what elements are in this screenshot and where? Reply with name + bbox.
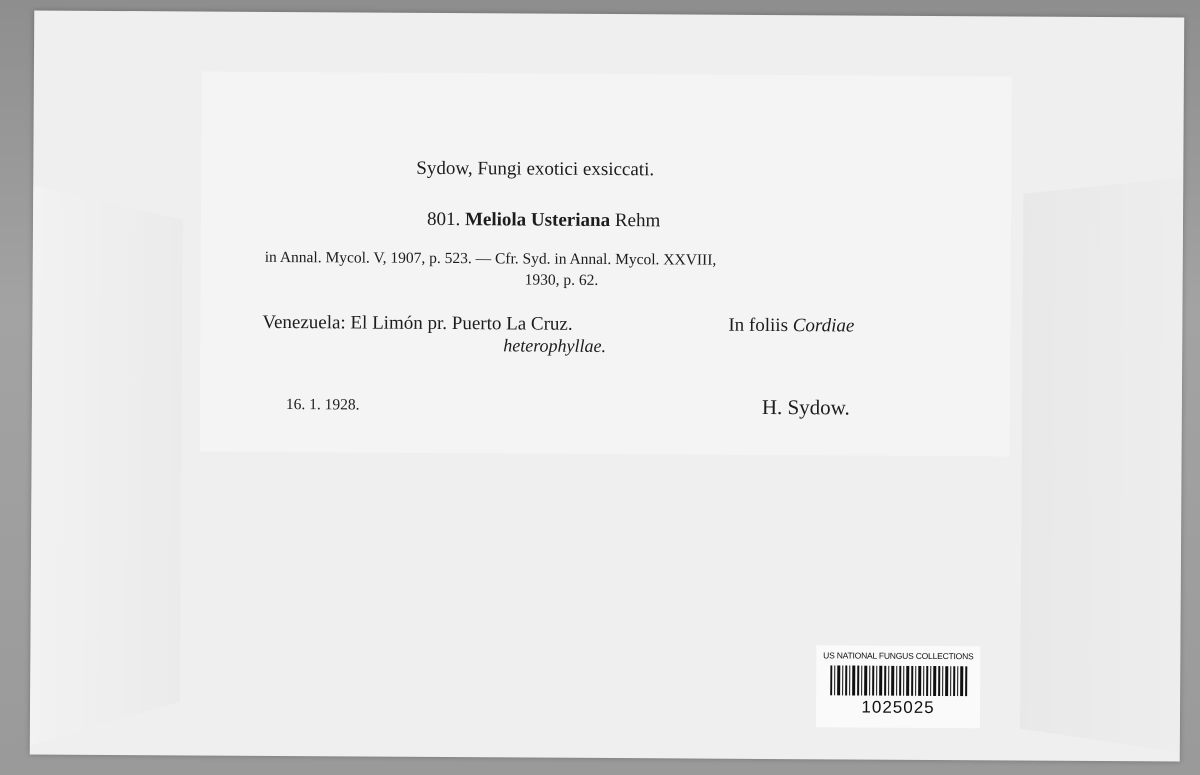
locality: Venezuela: El Limón pr. Puerto La Cruz. (262, 311, 573, 335)
host-genus: Cordiae (792, 315, 855, 337)
collection-date: 16. 1. 1928. (285, 396, 360, 414)
taxon-name: Meliola Usteriana (464, 209, 611, 232)
barcode-institution: US NATIONAL FUNGUS COLLECTIONS (823, 650, 974, 662)
specimen-envelope (30, 10, 1185, 761)
exsiccata-number: 801. (426, 208, 461, 231)
host-epithet: heterophyllae. (503, 335, 607, 356)
citation-line-1: in Annal. Mycol. V, 1907, p. 523. — Cfr. Syd. in Annal. Mycol. XXVIII, (264, 248, 717, 269)
collector: H. Sydow. (761, 394, 850, 420)
citation-line-2: 1930, p. 62. (524, 271, 599, 289)
barcode-number: 1025025 (861, 697, 935, 718)
specimen-number-line (427, 209, 660, 232)
barcode-icon (830, 665, 968, 696)
taxon-author: Rehm (614, 210, 661, 232)
envelope-left-flap (30, 185, 183, 746)
specimen-label (200, 72, 1012, 457)
host-prefix: In foliis (728, 314, 789, 337)
envelope-right-flap (1020, 177, 1184, 753)
series-title: Sydow, Fungi exotici exsiccati. (416, 157, 655, 181)
host-line (728, 315, 854, 338)
barcode-label (816, 645, 980, 728)
